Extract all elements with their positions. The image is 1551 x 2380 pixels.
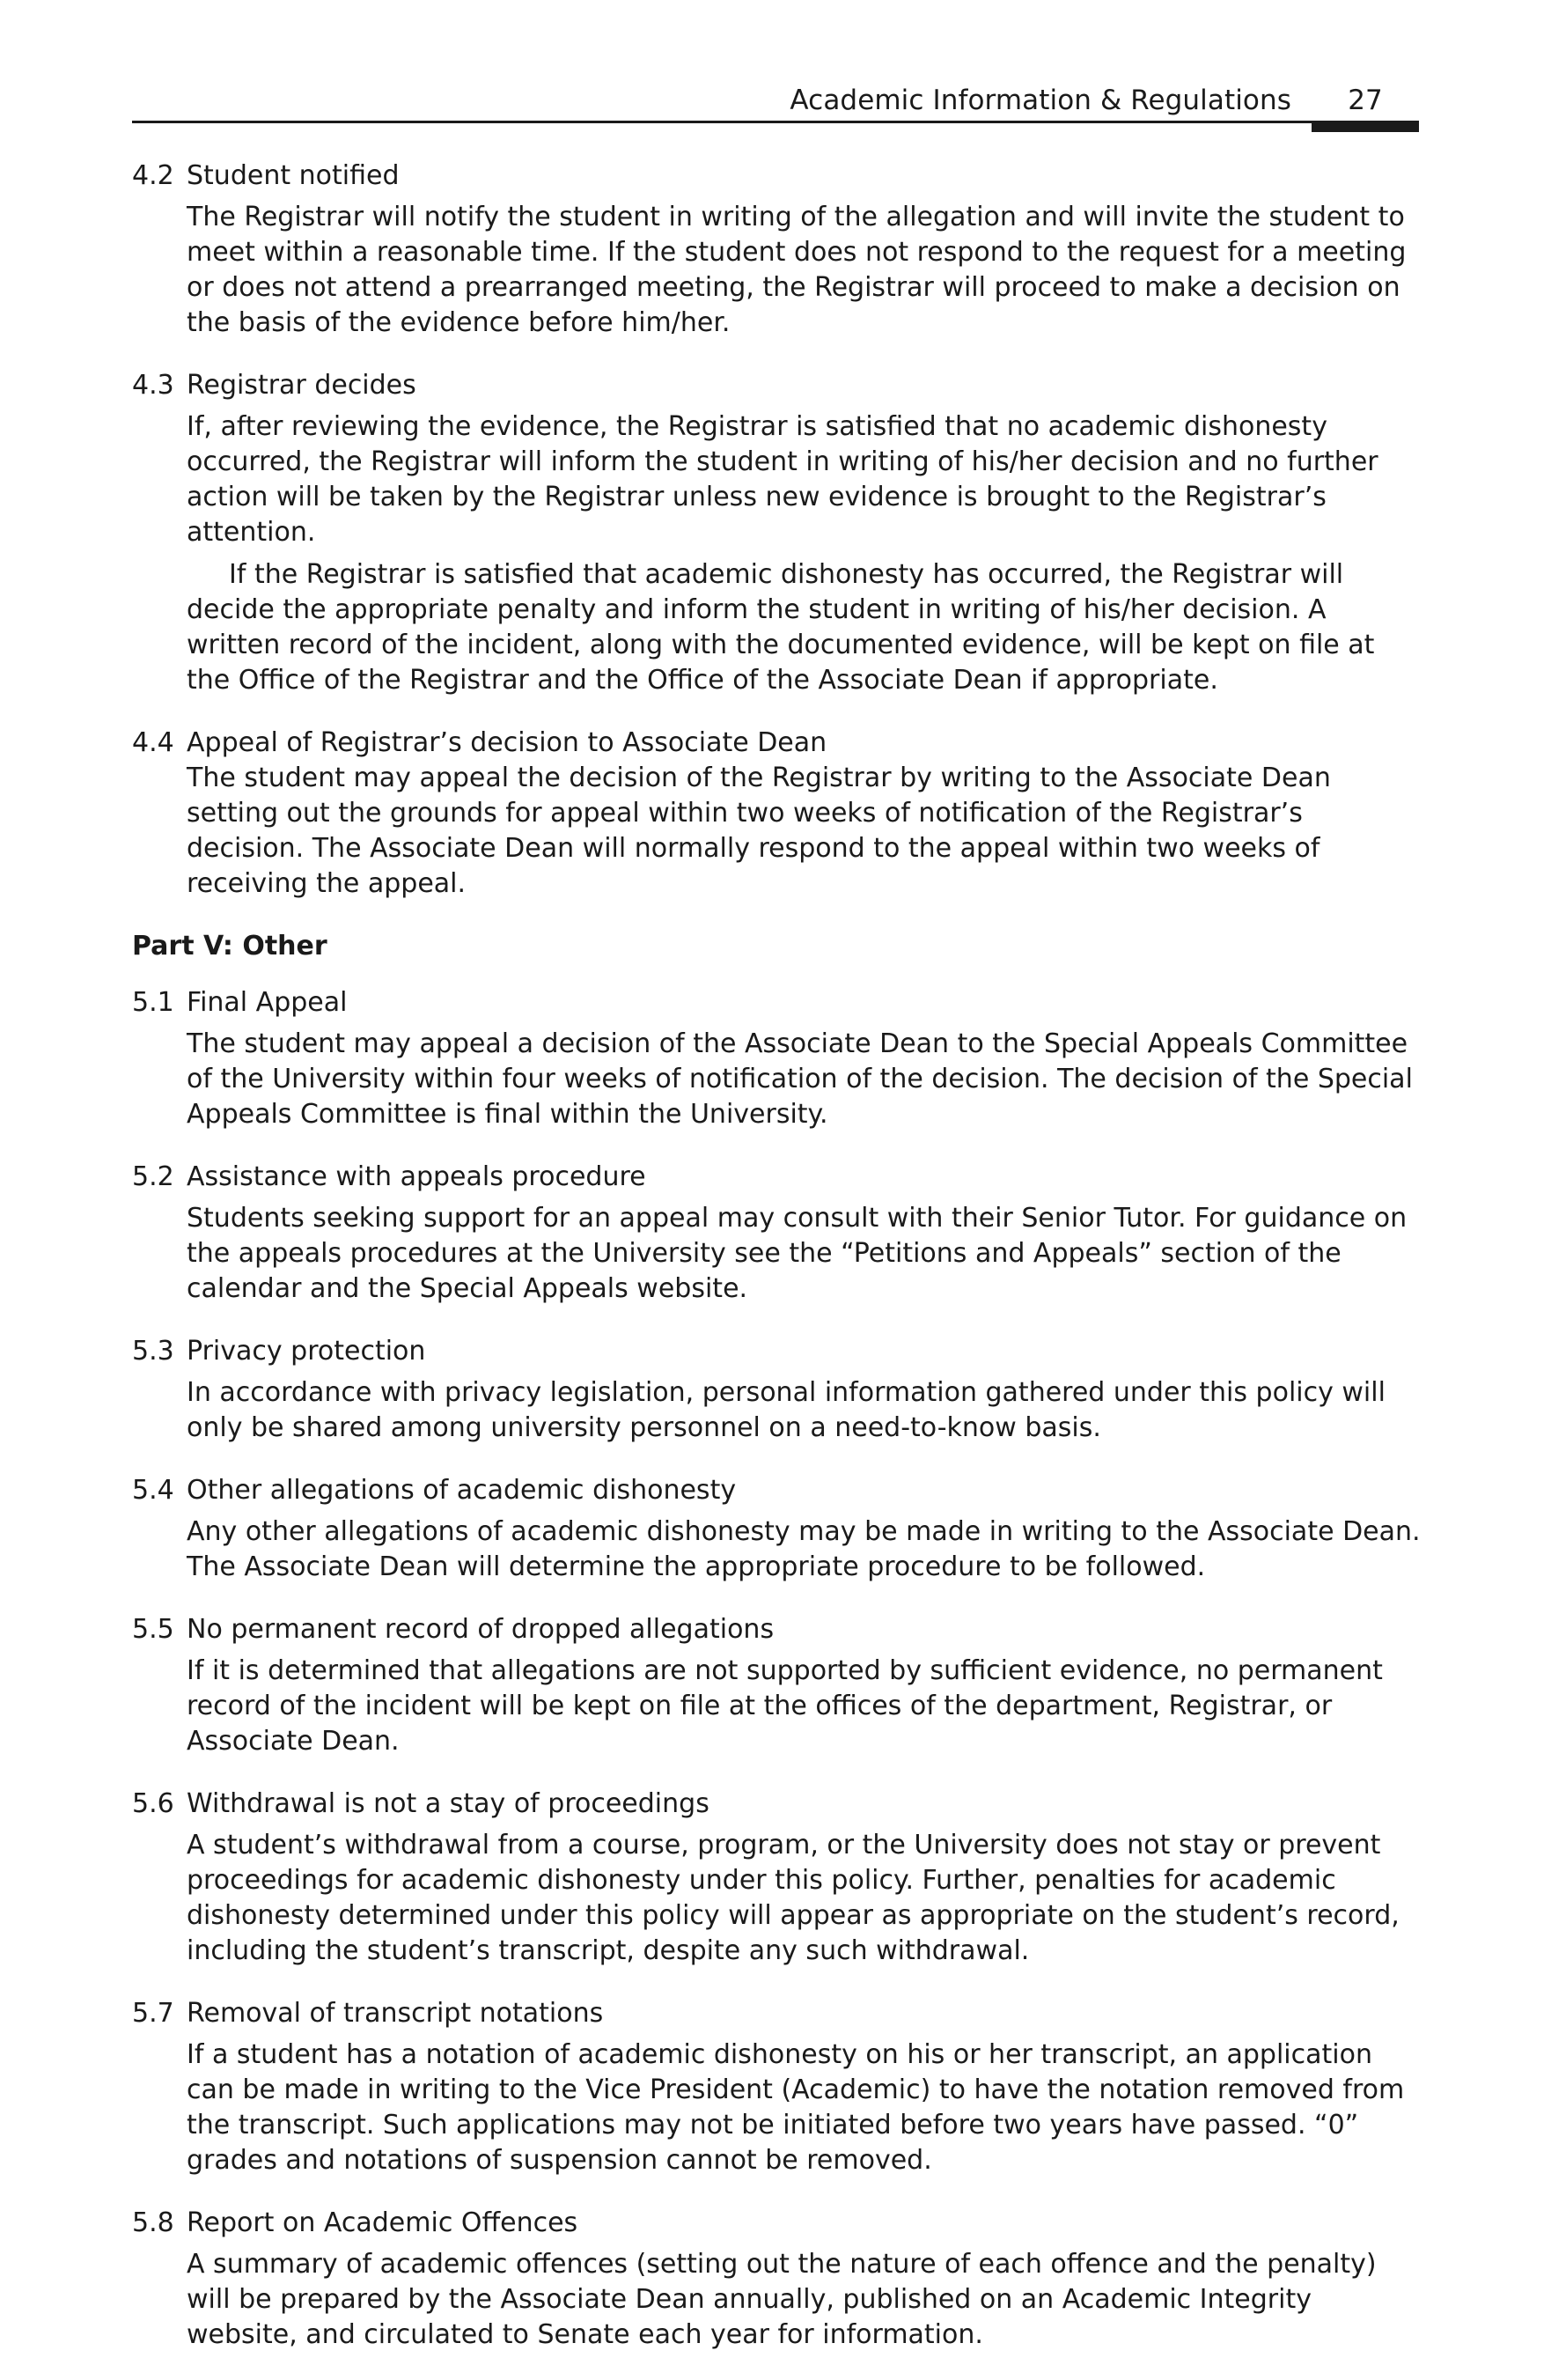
section-4-2 xyxy=(132,158,1422,341)
section-heading xyxy=(132,1160,1422,1195)
section-title: Appeal of Registrar’s decision to Associate Dean xyxy=(187,727,827,758)
section-5-1 xyxy=(132,985,1422,1132)
section-title: Student notified xyxy=(187,160,400,191)
section-body xyxy=(132,1201,1422,1307)
section-body xyxy=(132,1027,1422,1132)
paragraph: The Registrar will notify the student in writing of the allegation and will invite the student to meet within a reasonable time. If the student does not respond to the request for a meeting or does not attend a prearranged meeting, the Registrar will proceed to make a decision on the basis of the evidence before him/her. xyxy=(187,202,1407,338)
paragraph: Students seeking support for an appeal may consult with their Senior Tutor. For guidance on the appeals procedures at the University see the “Petitions and Appeals” section of the calendar and the Special Appeals website. xyxy=(187,1203,1408,1304)
section-body xyxy=(132,409,1422,698)
section-body xyxy=(132,1514,1422,1585)
section-title: Final Appeal xyxy=(187,987,348,1018)
section-title: Other allegations of academic dishonesty xyxy=(187,1475,737,1506)
section-5-2 xyxy=(132,1160,1422,1307)
section-heading xyxy=(132,2206,1422,2241)
section-body xyxy=(132,1654,1422,1759)
section-body xyxy=(132,200,1422,341)
main-content xyxy=(132,158,1422,2380)
paragraph: If, after reviewing the evidence, the Registrar is satisfied that no academic dishonesty occurred, the Registrar will inform the student in writing of his/her decision and no further action will be taken by the Registrar unless new evidence is brought to the Registrar’s attention. xyxy=(187,411,1378,548)
section-5-8 xyxy=(132,2206,1422,2353)
section-title: Assistance with appeals procedure xyxy=(187,1161,646,1192)
section-4-4 xyxy=(132,726,1422,902)
paragraph: A student’s withdrawal from a course, program, or the University does not stay or prevent proceedings for academic dishonesty under this policy. Further, penalties for academic dishonesty determined under this policy will appear as appropriate on the student’s record, including the student’s transcript, despite any such withdrawal. xyxy=(187,1830,1400,1966)
paragraph: The student may appeal the decision of the Registrar by writing to the Associate Dean setting out the grounds for appeal within two weeks of notification of the Registrar’s decision. The Associate Dean will normally respond to the appeal within two weeks of receiving the appeal. xyxy=(187,763,1331,899)
part-title: Part V: Other xyxy=(132,931,327,962)
section-heading xyxy=(132,985,1422,1021)
paragraph: If it is determined that allegations are not supported by sufficient evidence, no permanent record of the incident will be kept on file at the offices of the department, Registrar, or Associate Dean. xyxy=(187,1655,1383,1757)
section-number: 4.3 xyxy=(132,370,174,401)
section-heading xyxy=(132,1473,1422,1508)
running-header xyxy=(132,77,1419,123)
section-title: Report on Academic Offences xyxy=(187,2207,578,2238)
section-4-3 xyxy=(132,368,1422,698)
section-heading xyxy=(132,158,1422,194)
section-5-7 xyxy=(132,1996,1422,2178)
page-number: 27 xyxy=(1348,85,1383,116)
section-number: 4.4 xyxy=(132,727,174,758)
section-heading xyxy=(132,1996,1422,2031)
section-number: 5.8 xyxy=(132,2207,174,2238)
section-number: 5.5 xyxy=(132,1614,174,1645)
paragraph: If a student has a notation of academic dishonesty on his or her transcript, an application can be made in writing to the Vice President (Academic) to have the notation removed from the transcript. Such applications may not be initiated before two years have passed. “0” grades and notations of suspension cannot be removed. xyxy=(187,2039,1405,2176)
paragraph: In accordance with privacy legislation, personal information gathered under this policy will only be shared among university personnel on a need-to-know basis. xyxy=(187,1377,1386,1443)
paragraph: If the Registrar is satisfied that academic dishonesty has occurred, the Registrar will decide the appropriate penalty and inform the student in writing of his/her decision. A written record of the incident, along with the documented evidence, will be kept on file at the Office of the Registrar and the Office of the Associate Dean if appropriate. xyxy=(187,559,1375,696)
section-number: 4.2 xyxy=(132,160,174,191)
header-title: Academic Information & Regulations xyxy=(790,85,1291,116)
section-title: Withdrawal is not a stay of proceedings xyxy=(187,1788,709,1819)
section-body xyxy=(132,761,1422,902)
section-heading xyxy=(132,1787,1422,1822)
section-title: Registrar decides xyxy=(187,370,416,401)
section-body xyxy=(132,1375,1422,1446)
section-number: 5.6 xyxy=(132,1788,174,1819)
section-body xyxy=(132,2247,1422,2353)
header-tab-bar xyxy=(1312,121,1419,132)
paragraph: Any other allegations of academic dishonesty may be made in writing to the Associate Dean. The Associate Dean will determine the appropriate procedure to be followed. xyxy=(187,1516,1421,1582)
section-title: No permanent record of dropped allegations xyxy=(187,1614,775,1645)
section-5-5 xyxy=(132,1612,1422,1759)
section-number: 5.1 xyxy=(132,987,174,1018)
section-number: 5.7 xyxy=(132,1998,174,2029)
section-5-3 xyxy=(132,1334,1422,1446)
section-number: 5.4 xyxy=(132,1475,174,1506)
section-heading xyxy=(132,368,1422,403)
paragraph: The student may appeal a decision of the Associate Dean to the Special Appeals Committee of the University within four weeks of notification of the decision. The decision of the Special Appeals Committee is final within the University. xyxy=(187,1028,1413,1130)
section-heading xyxy=(132,726,1422,761)
section-heading xyxy=(132,1334,1422,1369)
section-title: Privacy protection xyxy=(187,1336,426,1367)
section-5-4 xyxy=(132,1473,1422,1585)
section-heading xyxy=(132,1612,1422,1647)
section-5-6 xyxy=(132,1787,1422,1969)
section-title: Removal of transcript notations xyxy=(187,1998,604,2029)
header-rule xyxy=(132,121,1419,123)
section-body xyxy=(132,1828,1422,1969)
section-number: 5.2 xyxy=(132,1161,174,1192)
section-body xyxy=(132,2037,1422,2178)
section-number: 5.3 xyxy=(132,1336,174,1367)
paragraph: A summary of academic offences (setting out the nature of each offence and the penalty) will be prepared by the Associate Dean annually, published on an Academic Integrity website, and circulated to Senate each year for information. xyxy=(187,2249,1377,2350)
